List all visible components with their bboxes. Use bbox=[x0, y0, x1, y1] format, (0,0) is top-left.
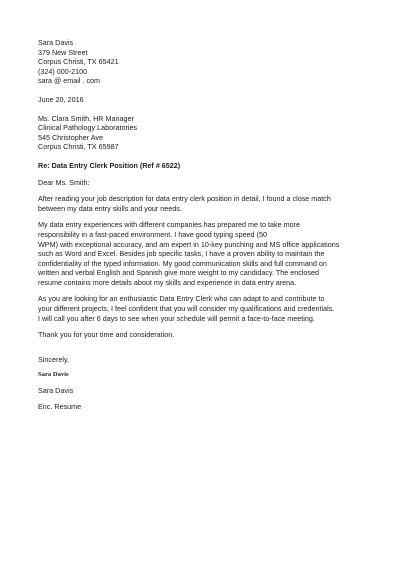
sender-block bbox=[38, 38, 373, 86]
paragraph-line: confidentiality of the typed information. My good communication skills and full command on bbox=[38, 258, 327, 268]
recipient-company: Clinical Pathology Laboratories bbox=[38, 123, 138, 133]
paragraph-2 bbox=[38, 220, 373, 287]
recipient-name-title: Ms. Clara Smith, HR Manager bbox=[38, 113, 134, 123]
recipient-street: 545 Christopher Ave bbox=[38, 132, 103, 142]
sender-city: Corpus Christi, TX 65421 bbox=[38, 57, 119, 67]
paragraph-line: As you are looking for an enthusiastic Data Entry Clerk who can adapt to and contribute to bbox=[38, 294, 325, 304]
sender-phone: (324) 000-2100 bbox=[38, 66, 88, 76]
letter-date: June 20, 2016 bbox=[38, 94, 84, 104]
typed-name: Sara Davis bbox=[38, 386, 74, 396]
paragraph-line: I will call you after 6 days to see when your schedule will permit a face-to-face meeting. bbox=[38, 313, 315, 323]
paragraph-line: between my data entry skills and your needs. bbox=[38, 203, 182, 213]
salutation: Dear Ms. Smith: bbox=[38, 177, 90, 187]
paragraph-1 bbox=[38, 194, 373, 213]
paragraph-line: WPM) with exceptional accuracy, and am expert in 10-key punching and MS office applications bbox=[38, 239, 340, 249]
sender-street: 379 New Street bbox=[38, 47, 88, 57]
paragraph-line: such as Word and Excel. Besides job specific tasks, I have a proven ability to maintain the bbox=[38, 249, 325, 259]
paragraph-line: My data entry experiences with different companies has prepared me to take more bbox=[38, 220, 300, 230]
recipient-block bbox=[38, 114, 373, 152]
enclosure-note: Enc. Resume bbox=[38, 401, 82, 411]
paragraph-4 bbox=[38, 330, 373, 340]
paragraph-line: written and verbal English and Spanish give more weight to my candidacy. The enclosed bbox=[38, 268, 320, 278]
subject-line: Re: Data Entry Clerk Position (Ref # 6522) bbox=[38, 160, 181, 170]
paragraph-line: resume contains more details about my skills and experience in data entry arena. bbox=[38, 277, 297, 287]
cover-letter bbox=[38, 38, 373, 411]
sender-email: sara @ email . com bbox=[38, 76, 101, 86]
paragraph-line: Thank you for your time and consideration. bbox=[38, 330, 175, 340]
recipient-city: Corpus Christi, TX 65987 bbox=[38, 142, 119, 152]
paragraph-line: After reading your job description for data entry clerk position in detail, I found a close match bbox=[38, 194, 331, 204]
paragraph-3 bbox=[38, 294, 373, 323]
signature: Sara Davis bbox=[38, 371, 69, 379]
closing: Sincerely, bbox=[38, 354, 70, 364]
sender-name: Sara Davis bbox=[38, 38, 74, 47]
paragraph-line: your different projects, I feel confident that you will consider my qualifications and credentials. bbox=[38, 304, 335, 314]
paragraph-line: responsibility in a fast-paced environment. I have good typing speed (50 bbox=[38, 229, 267, 239]
